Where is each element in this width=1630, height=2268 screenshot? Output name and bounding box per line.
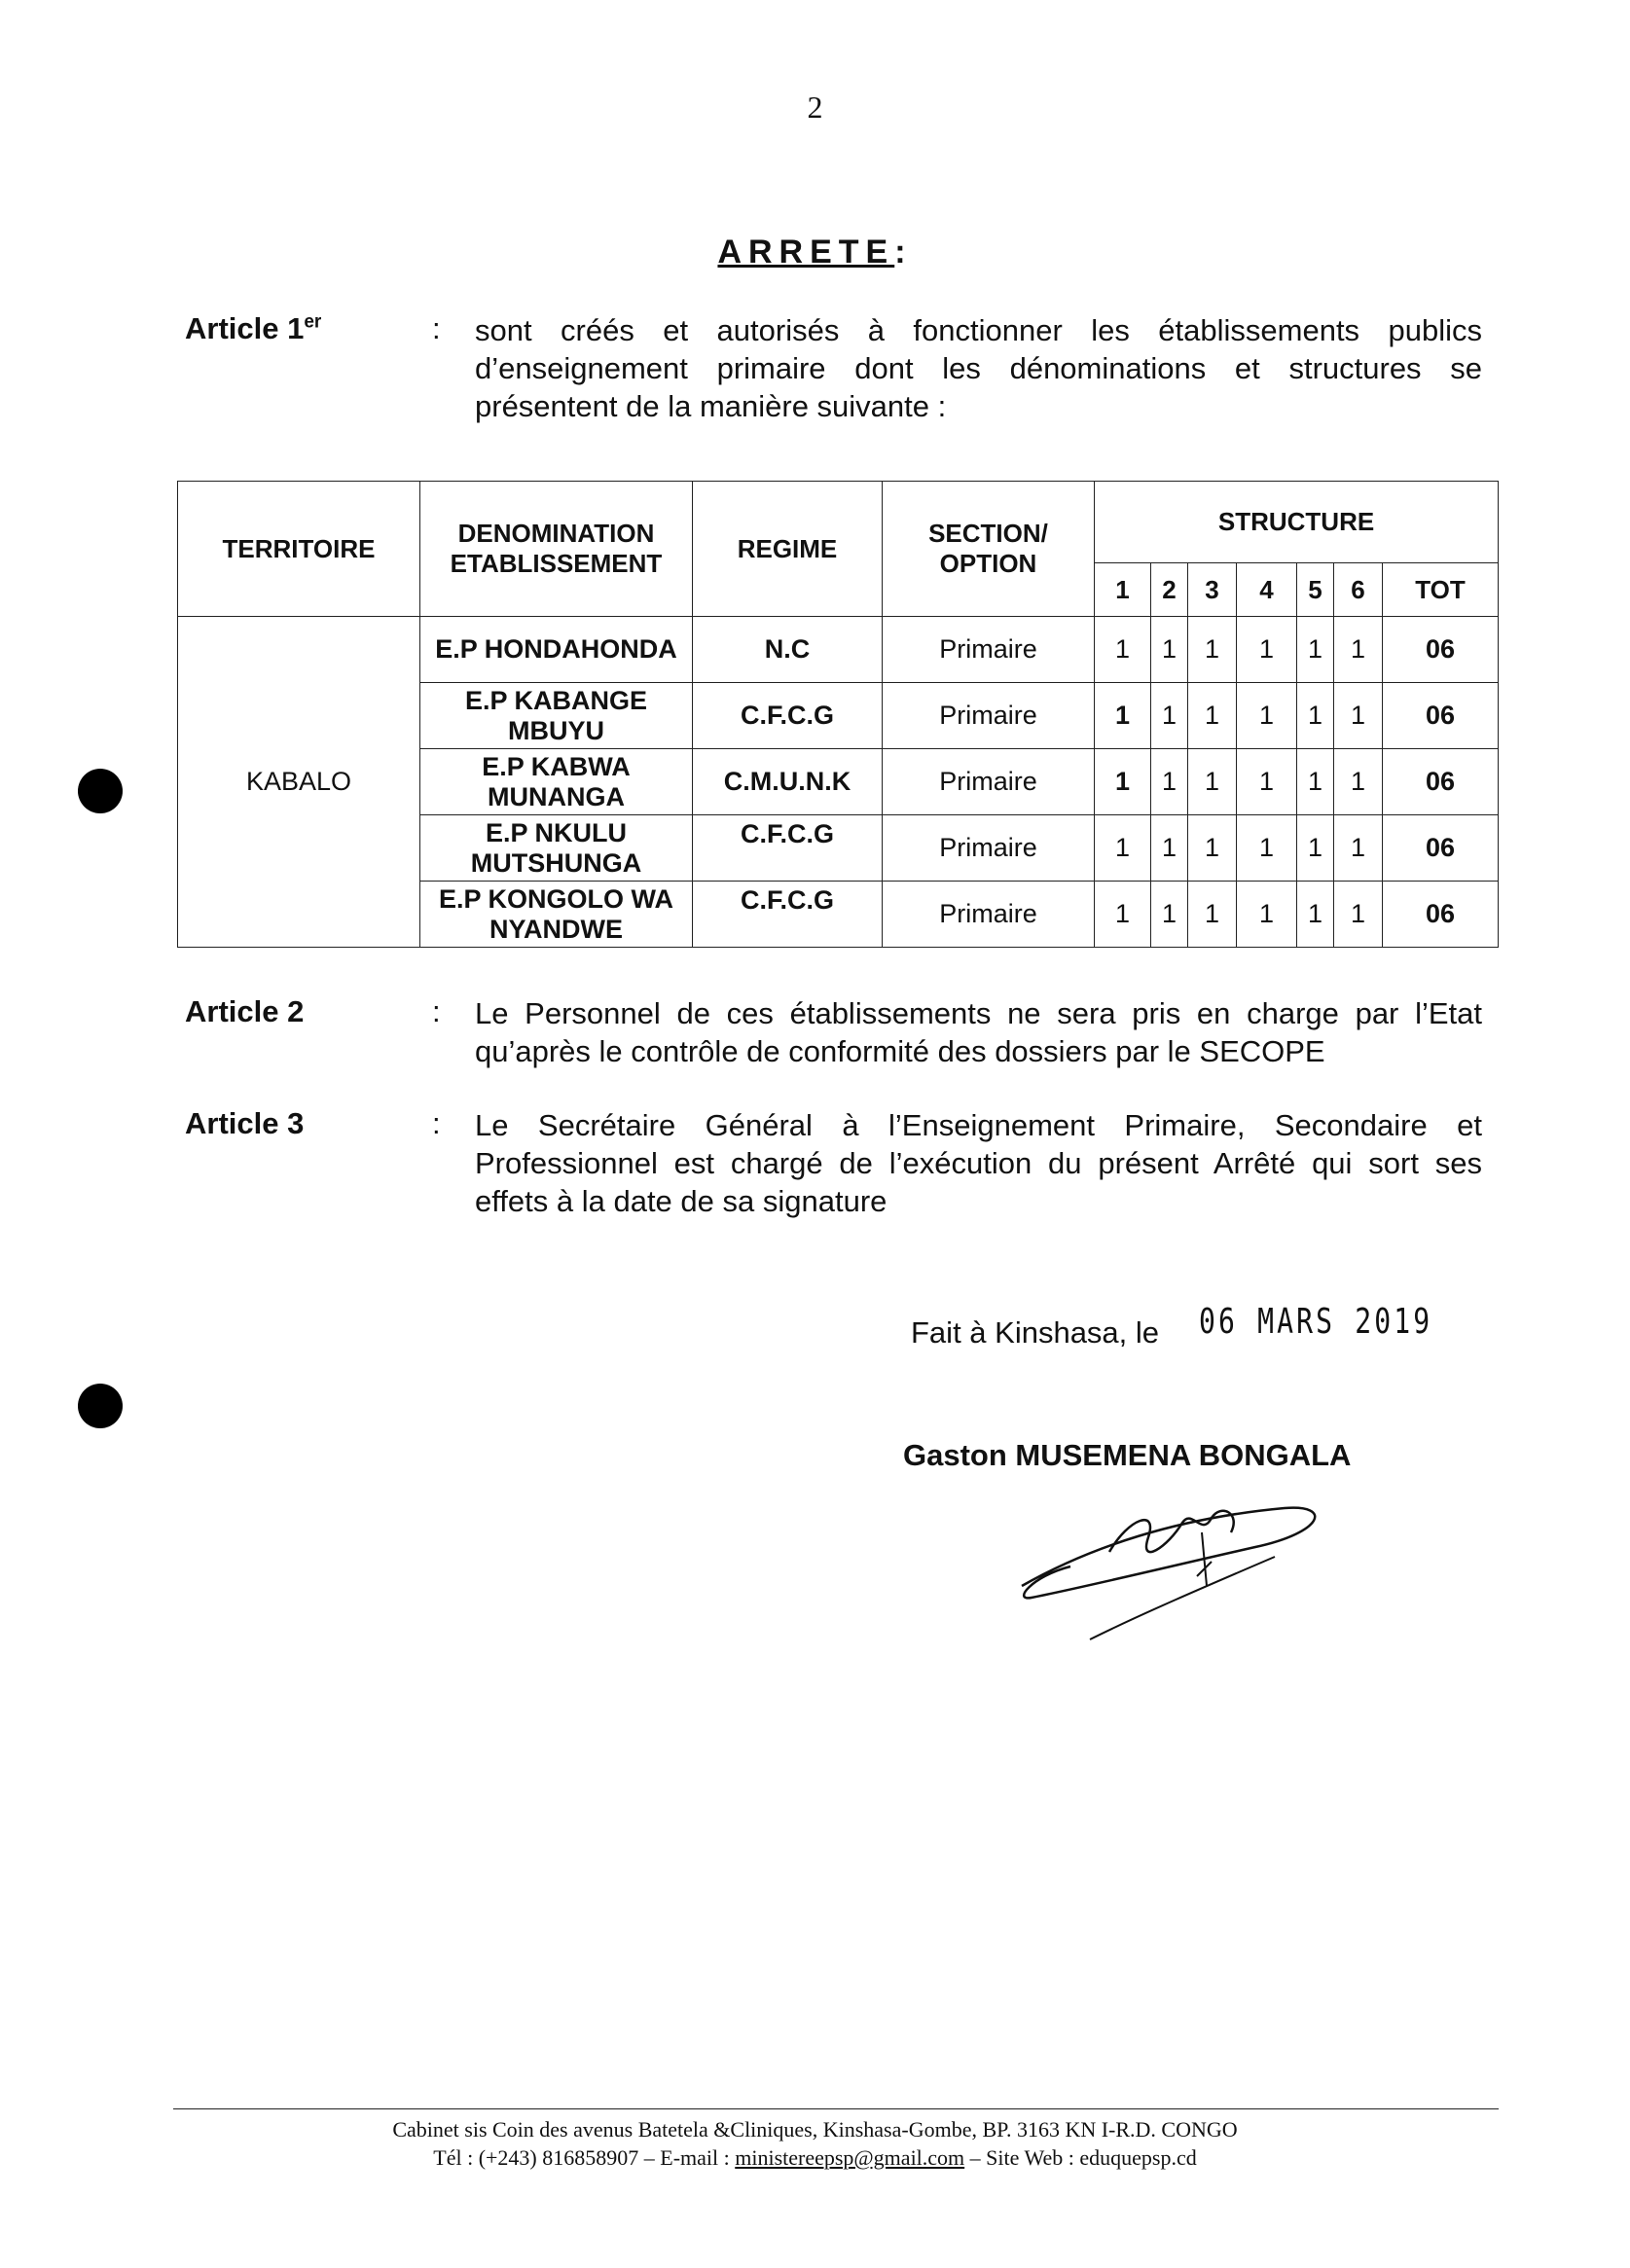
page-number: 2	[807, 90, 823, 125]
structure-cell: 1	[1151, 617, 1188, 683]
article-1-line: présentent de la manière suivante :	[475, 389, 947, 423]
header-regime: REGIME	[693, 482, 883, 617]
structure-cell: 1	[1334, 683, 1383, 749]
signer-name: Gaston MUSEMENA BONGALA	[903, 1438, 1352, 1472]
structure-cell: 1	[1151, 815, 1188, 882]
header-structure-col: 1	[1095, 563, 1151, 617]
structure-cell: 1	[1237, 683, 1297, 749]
denomination-cell: E.P KABANGE MBUYU	[420, 683, 693, 749]
article-2-line: qu’après le contrôle de conformité des dossiers par le SECOPE	[475, 1034, 1325, 1068]
punch-hole	[78, 1384, 123, 1428]
date-stamp: 06 MARS 2019	[1199, 1302, 1433, 1342]
article-3-line: Le Secrétaire Général à l’Enseignement Primaire, Secondaire et	[475, 1108, 1482, 1142]
structure-cell: 1	[1334, 749, 1383, 815]
article-3-line: Professionnel est chargé de l’exécution du présent Arrêté qui sort ses	[475, 1146, 1482, 1180]
total-cell: 06	[1383, 683, 1499, 749]
structure-cell: 1	[1237, 815, 1297, 882]
article-3-label: Article 3	[185, 1106, 305, 1140]
structure-cell: 1	[1297, 683, 1334, 749]
header-section: SECTION/ OPTION	[883, 482, 1095, 617]
denomination-cell: E.P NKULU MUTSHUNGA	[420, 815, 693, 882]
regime-cell: C.F.C.G	[693, 882, 883, 948]
structure-cell: 1	[1095, 882, 1151, 948]
structure-cell: 1	[1297, 617, 1334, 683]
article-1-text	[475, 311, 1482, 425]
section-cell: Primaire	[883, 617, 1095, 683]
structure-cell: 1	[1188, 815, 1237, 882]
article-3-line: effets à la date de sa signature	[475, 1184, 887, 1218]
header-structure-col: 4	[1237, 563, 1297, 617]
territoire-cell: KABALO	[178, 617, 420, 948]
handwritten-signature	[1012, 1479, 1362, 1644]
structure-cell: 1	[1188, 617, 1237, 683]
article-2-text	[475, 994, 1482, 1070]
denomination-cell: E.P KABWA MUNANGA	[420, 749, 693, 815]
place-line: Fait à Kinshasa, le	[911, 1315, 1160, 1350]
header-structure: STRUCTURE	[1095, 482, 1499, 563]
structure-cell: 1	[1188, 683, 1237, 749]
denomination-cell: E.P KONGOLO WA NYANDWE	[420, 882, 693, 948]
structure-cell: 1	[1334, 815, 1383, 882]
footer-contact: Tél : (+243) 816858907 – E-mail : ministereepsp@gmail.com – Site Web : eduquepsp.cd	[433, 2145, 1197, 2170]
regime-cell: N.C	[693, 617, 883, 683]
document-title	[0, 234, 1630, 271]
article-1-label: Article 1er	[185, 311, 322, 345]
section-cell: Primaire	[883, 815, 1095, 882]
structure-cell: 1	[1095, 749, 1151, 815]
structure-cell: 1	[1095, 815, 1151, 882]
article-2-line: Le Personnel de ces établissements ne sera pris en charge par l’Etat	[475, 996, 1482, 1030]
footer-divider	[173, 2108, 1499, 2109]
article-2-label: Article 2	[185, 994, 305, 1028]
structure-table	[177, 481, 1499, 948]
denomination-cell: E.P HONDAHONDA	[420, 617, 693, 683]
header-structure-col: 2	[1151, 563, 1188, 617]
section-cell: Primaire	[883, 683, 1095, 749]
punch-hole	[78, 769, 123, 813]
structure-cell: 1	[1297, 815, 1334, 882]
header-territoire: TERRITOIRE	[178, 482, 420, 617]
total-cell: 06	[1383, 815, 1499, 882]
structure-cell: 1	[1237, 749, 1297, 815]
structure-cell: 1	[1297, 882, 1334, 948]
total-cell: 06	[1383, 749, 1499, 815]
article-1-line: d’enseignement primaire dont les dénominations et structures se	[475, 351, 1482, 385]
header-structure-col: 5	[1297, 563, 1334, 617]
structure-cell: 1	[1188, 749, 1237, 815]
article-2-colon: :	[432, 994, 441, 1028]
structure-cell: 1	[1151, 683, 1188, 749]
article-3-colon: :	[432, 1106, 441, 1140]
section-cell: Primaire	[883, 749, 1095, 815]
structure-cell: 1	[1334, 882, 1383, 948]
article-1-line: sont créés et autorisés à fonctionner les établissements publics	[475, 313, 1482, 347]
structure-cell: 1	[1095, 683, 1151, 749]
structure-cell: 1	[1237, 882, 1297, 948]
structure-cell: 1	[1151, 749, 1188, 815]
title-colon: :	[894, 234, 913, 270]
header-structure-col: 3	[1188, 563, 1237, 617]
regime-cell: C.F.C.G	[693, 815, 883, 882]
header-structure-col: 6	[1334, 563, 1383, 617]
article-3-text	[475, 1106, 1482, 1220]
regime-cell: C.M.U.N.K	[693, 749, 883, 815]
total-cell: 06	[1383, 617, 1499, 683]
footer-address: Cabinet sis Coin des avenus Batetela &Cliniques, Kinshasa-Gombe, BP. 3163 KN I-R.D. CONGO	[392, 2117, 1238, 2142]
footer-email[interactable]: ministereepsp@gmail.com	[735, 2145, 965, 2170]
header-structure-col: TOT	[1383, 563, 1499, 617]
structure-cell: 1	[1151, 882, 1188, 948]
section-cell: Primaire	[883, 882, 1095, 948]
total-cell: 06	[1383, 882, 1499, 948]
title-text: ARRETE	[717, 234, 895, 270]
structure-cell: 1	[1334, 617, 1383, 683]
article-1-colon: :	[432, 311, 441, 345]
structure-cell: 1	[1188, 882, 1237, 948]
structure-cell: 1	[1237, 617, 1297, 683]
structure-cell: 1	[1095, 617, 1151, 683]
regime-cell: C.F.C.G	[693, 683, 883, 749]
header-denomination: DENOMINATION ETABLISSEMENT	[420, 482, 693, 617]
table-row	[178, 617, 1499, 683]
structure-cell: 1	[1297, 749, 1334, 815]
